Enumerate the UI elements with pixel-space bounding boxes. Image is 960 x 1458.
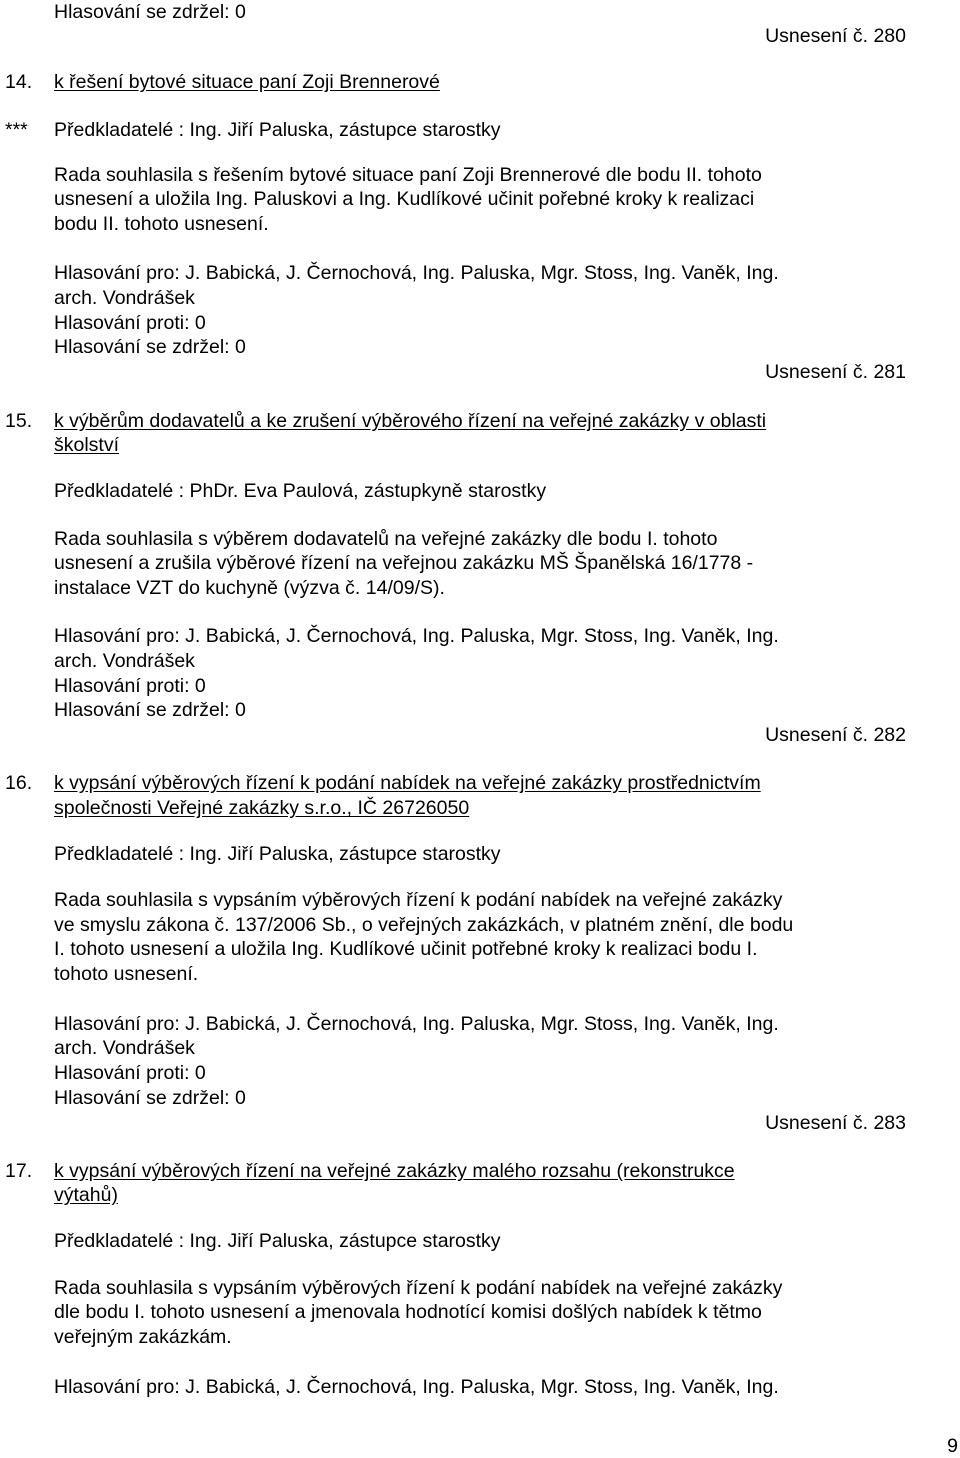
- text-line: usnesení a zrušila výběrové řízení na veřejnou zakázku MŠ Španělská 16/1778 -: [54, 552, 754, 574]
- text-line: instalace VZT do kuchyně (výzva č. 14/09/S).: [54, 577, 445, 599]
- vote-for-line: arch. Vondrášek: [54, 650, 195, 672]
- submitter-15: Předkladatelé : PhDr. Eva Paulová, zástupkyně starostky: [54, 480, 547, 502]
- item-title-16: k vypsání výběrových řízení k podání nabídek na veřejné zakázky prostřednictvím: [54, 772, 761, 794]
- vote-for-line: Hlasování pro: J. Babická, J. Černochová, Ing. Paluska, Mgr. Stoss, Ing. Vaněk, Ing.: [54, 625, 779, 647]
- text-line: veřejným zakázkám.: [54, 1326, 232, 1348]
- resolution-number-280: Usnesení č. 280: [765, 25, 906, 47]
- item-title-15: k výběrům dodavatelů a ke zrušení výběrového řízení na veřejné zakázky v oblasti: [54, 410, 767, 432]
- vote-for-line: Hlasování pro: J. Babická, J. Černochová, Ing. Paluska, Mgr. Stoss, Ing. Vaněk, Ing.: [54, 262, 779, 284]
- vote-abstain: Hlasování se zdržel: 0: [54, 1087, 246, 1109]
- resolution-number-282: Usnesení č. 282: [765, 724, 906, 746]
- submitter-17: Předkladatelé : Ing. Jiří Paluska, zástupce starostky: [54, 1230, 501, 1252]
- item-title-17: výtahů): [54, 1184, 118, 1206]
- text-line: usnesení a uložila Ing. Paluskovi a Ing. Kudlíkové učinit pořebné kroky k realizaci: [54, 188, 755, 210]
- submitter-14: Předkladatelé : Ing. Jiří Paluska, zástupce starostky: [54, 119, 501, 141]
- item-marker: ***: [5, 119, 28, 141]
- text-line: ve smyslu zákona č. 137/2006 Sb., o veřejných zakázkách, v platném znění, dle bodu: [54, 914, 794, 936]
- vote-for-line: Hlasování pro: J. Babická, J. Černochová, Ing. Paluska, Mgr. Stoss, Ing. Vaněk, Ing.: [54, 1013, 779, 1035]
- vote-against: Hlasování proti: 0: [54, 675, 206, 697]
- text-line: I. tohoto usnesení a uložila Ing. Kudlíkové učinit potřebné kroky k realizaci bodu I.: [54, 938, 758, 960]
- submitter-16: Předkladatelé : Ing. Jiří Paluska, zástupce starostky: [54, 843, 501, 865]
- text-line: bodu II. tohoto usnesení.: [54, 213, 269, 235]
- item-title-15: školství: [54, 434, 120, 456]
- vote-against: Hlasování proti: 0: [54, 1062, 206, 1084]
- vote-abstain: Hlasování se zdržel: 0: [54, 699, 246, 721]
- page-number: 9: [947, 1435, 958, 1457]
- vote-against: Hlasování proti: 0: [54, 312, 206, 334]
- item-title-14: k řešení bytové situace paní Zoji Brennerové: [54, 71, 440, 93]
- text-line: dle bodu I. tohoto usnesení a jmenovala hodnotící komisi došlých nabídek k tětmo: [54, 1301, 762, 1323]
- vote-for-line: arch. Vondrášek: [54, 287, 195, 309]
- item-number-17: 17.: [5, 1160, 33, 1182]
- resolution-number-281: Usnesení č. 281: [765, 361, 906, 383]
- vote-for-line: arch. Vondrášek: [54, 1037, 195, 1059]
- text-line: tohoto usnesení.: [54, 963, 199, 985]
- text-line: Rada souhlasila s vypsáním výběrových řízení k podání nabídek na veřejné zakázky: [54, 889, 783, 911]
- item-number-14: 14.: [5, 71, 33, 93]
- item-title-16: společnosti Veřejné zakázky s.r.o., IČ 26726050: [54, 797, 470, 819]
- vote-abstain: Hlasování se zdržel: 0: [54, 336, 246, 358]
- text-line: Rada souhlasila s vypsáním výběrových řízení k podání nabídek na veřejné zakázky: [54, 1277, 783, 1299]
- abstain-vote-top: Hlasování se zdržel: 0: [54, 1, 246, 23]
- item-number-15: 15.: [5, 410, 33, 432]
- item-title-17: k vypsání výběrových řízení na veřejné zakázky malého rozsahu (rekonstrukce: [54, 1160, 735, 1182]
- item-number-16: 16.: [5, 772, 33, 794]
- resolution-number-283: Usnesení č. 283: [765, 1112, 906, 1134]
- vote-for-line: Hlasování pro: J. Babická, J. Černochová, Ing. Paluska, Mgr. Stoss, Ing. Vaněk, Ing.: [54, 1376, 779, 1398]
- text-line: Rada souhlasila s řešením bytové situace paní Zoji Brennerové dle bodu II. tohoto: [54, 164, 762, 186]
- text-line: Rada souhlasila s výběrem dodavatelů na veřejné zakázky dle bodu I. tohoto: [54, 528, 718, 550]
